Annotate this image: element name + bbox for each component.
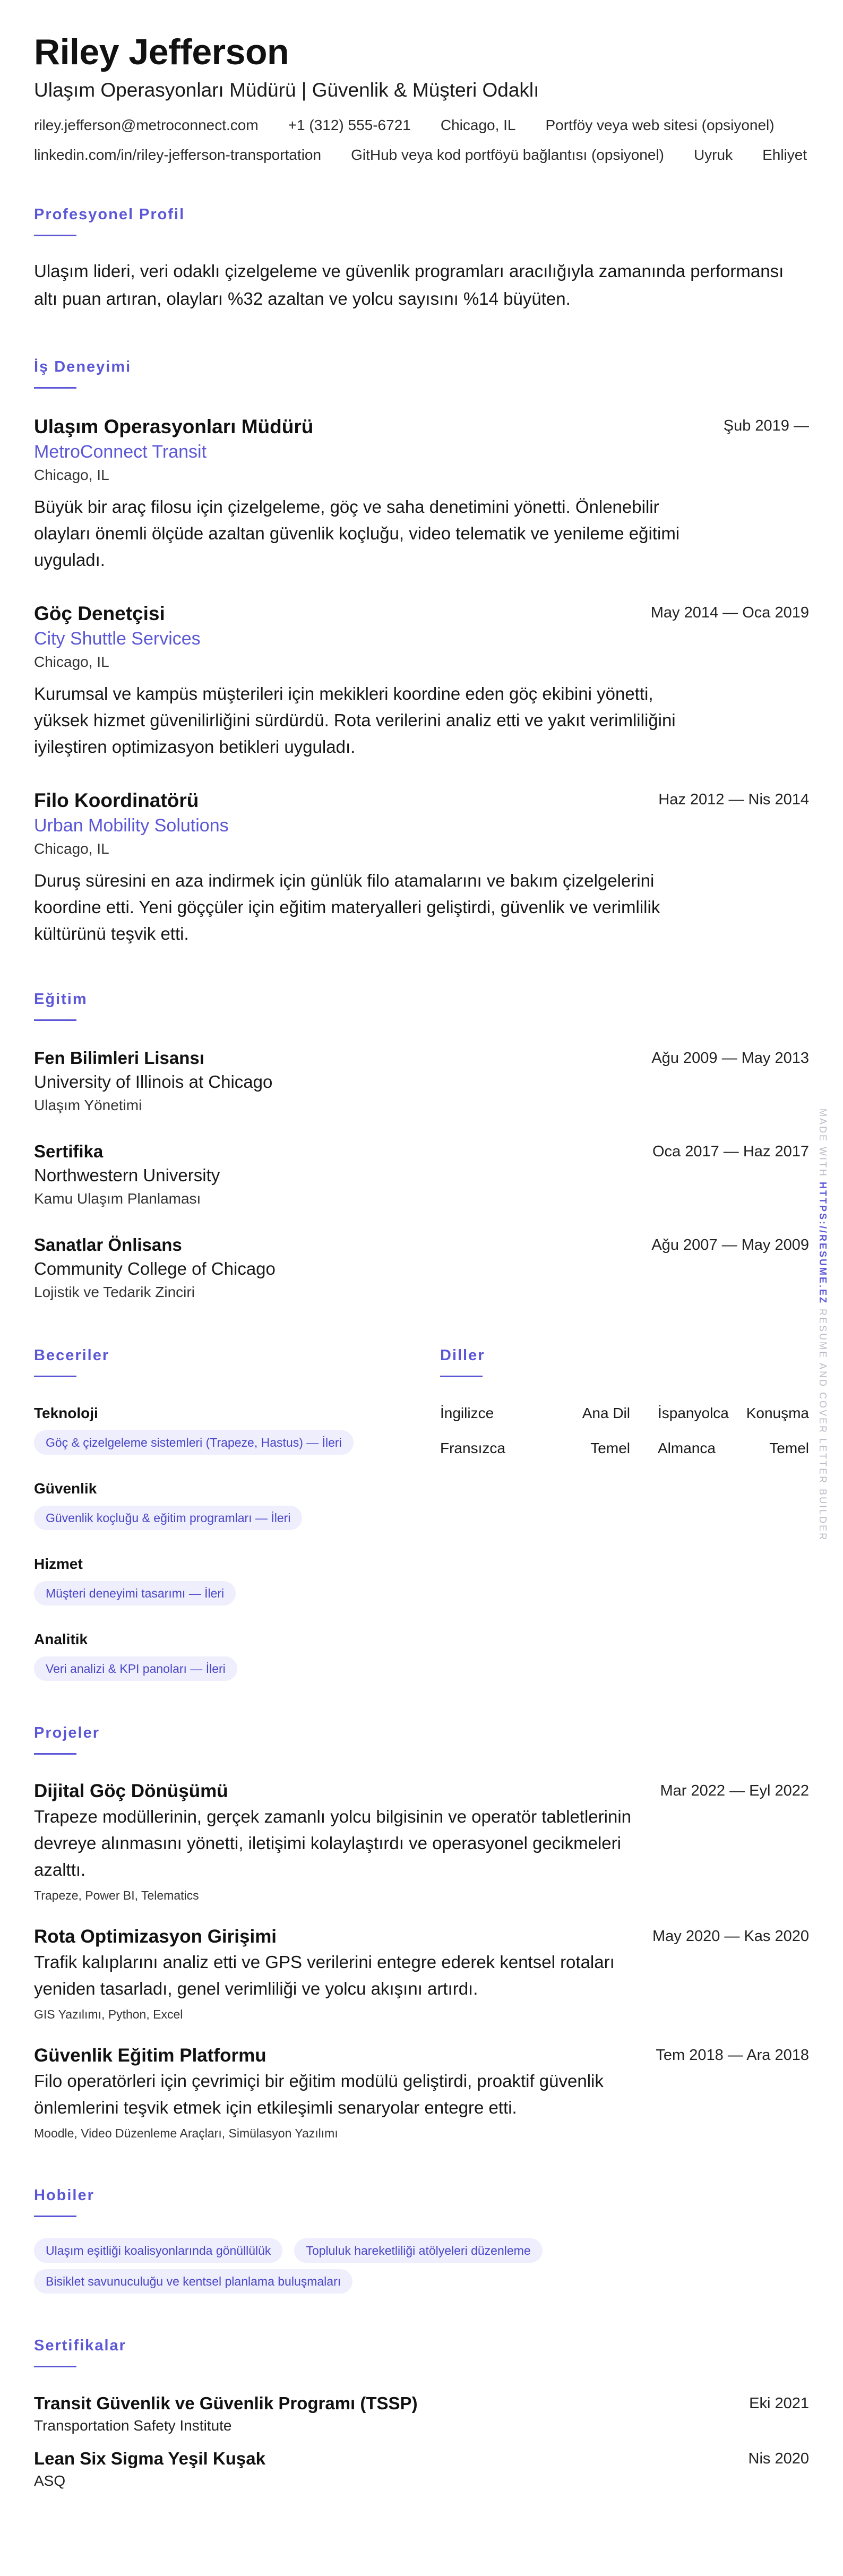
education-institution: Community College of Chicago	[34, 1259, 276, 1278]
project-entry	[34, 2043, 809, 2143]
contact-phone[interactable]: +1 (312) 555-6721	[288, 117, 411, 133]
profile-summary: Ulaşım lideri, veri odaklı çizelgeleme ve güvenlik programları aracılığıyla zamanında performansı altı puan artıran, olayları %32 azaltan ve yolcu sayısını %14 büyüten.	[34, 261, 784, 308]
profile-section	[34, 204, 809, 313]
languages-section	[440, 1345, 809, 1681]
stamp-link[interactable]: HTTPS://RESUME.EZ	[818, 1182, 828, 1305]
project-technologies: GIS Yazılımı, Python, Excel	[34, 2007, 183, 2021]
experience-entry	[34, 414, 809, 573]
project-description: Trafik kalıplarını analiz etti ve GPS verilerini entegre ederek kentsel rotaları yeniden tasarladı, genel verimliliği ve yolcu akışını artırdı.	[34, 1952, 615, 1998]
candidate-name: Riley Jefferson	[34, 32, 289, 72]
entry-date: Ağu 2009 — May 2013	[651, 1050, 809, 1067]
entry-date: May 2014 — Oca 2019	[650, 604, 809, 621]
skill-group-name: Analitik	[34, 1631, 88, 1647]
language-level: Temel	[769, 1440, 809, 1456]
project-title: Güvenlik Eğitim Platformu	[34, 2045, 266, 2066]
language-name: Almanca	[658, 1440, 716, 1456]
contact-portfolio[interactable]: Portföy veya web sitesi (opsiyonel)	[545, 117, 775, 133]
education-degree: Sanatlar Önlisans	[34, 1235, 182, 1255]
education-institution: Northwestern University	[34, 1165, 220, 1185]
skill-group	[34, 1553, 440, 1605]
entry-title: Ulaşım Operasyonları Müdürü	[34, 416, 314, 437]
hobbies-section	[34, 2185, 809, 2294]
entry-location: Chicago, IL	[34, 467, 109, 483]
skills-languages-row	[34, 1345, 809, 1681]
hobby-chip: Ulaşım eşitliği koalisyonlarında gönüllülük	[34, 2238, 282, 2263]
entry-title: Göç Denetçisi	[34, 603, 165, 624]
entry-date: Şub 2019 —	[723, 417, 809, 434]
project-entry	[34, 1925, 809, 2024]
project-technologies: Moodle, Video Düzenleme Araçları, Simülasyon Yazılımı	[34, 2126, 338, 2140]
entry-date: Mar 2022 — Eyl 2022	[660, 1782, 809, 1799]
certification-entry	[34, 2447, 809, 2492]
education-entry	[34, 1233, 809, 1303]
contact-email[interactable]: riley.jefferson@metroconnect.com	[34, 117, 259, 133]
section-title-projects: Projeler	[34, 1724, 100, 1741]
experience-entry	[34, 601, 809, 760]
language-level: Konuşma	[746, 1405, 809, 1421]
education-institution: University of Illinois at Chicago	[34, 1072, 273, 1092]
education-field: Lojistik ve Tedarik Zinciri	[34, 1284, 195, 1300]
section-divider	[34, 235, 76, 236]
entry-date: Oca 2017 — Haz 2017	[652, 1143, 809, 1160]
certification-issuer: ASQ	[34, 2472, 66, 2489]
entry-date: May 2020 — Kas 2020	[652, 1928, 809, 1945]
certification-title: Transit Güvenlik ve Güvenlik Programı (TSSP)	[34, 2393, 418, 2413]
section-divider	[34, 1019, 76, 1021]
entry-date: Tem 2018 — Ara 2018	[656, 2047, 809, 2064]
project-description: Trapeze modüllerinin, gerçek zamanlı yolcu bilgisinin ve operatör tabletlerinin devreye alınmasını yönetti, iletişimi kolaylaştırdı ve operasyonel gecikmeleri azalttı.	[34, 1807, 632, 1879]
certification-title: Lean Six Sigma Yeşil Kuşak	[34, 2449, 265, 2468]
education-section	[34, 989, 809, 1303]
certification-issuer: Transportation Safety Institute	[34, 2417, 232, 2434]
project-description: Filo operatörleri için çevrimiçi bir eğitim modülü geliştirdi, proaktif güvenlik önlemlerini teşvik etmek için etkileşimli senaryolar entegre etti.	[34, 2071, 604, 2117]
skill-chip: Veri analizi & KPI panoları — İleri	[34, 1656, 237, 1681]
section-divider	[34, 387, 76, 389]
contact-list	[34, 115, 809, 166]
project-title: Dijital Göç Dönüşümü	[34, 1781, 228, 1801]
entry-date: Haz 2012 — Nis 2014	[658, 791, 809, 808]
skill-group	[34, 1629, 440, 1681]
entry-organization: City Shuttle Services	[34, 629, 201, 649]
project-technologies: Trapeze, Power BI, Telematics	[34, 1888, 199, 1902]
entry-title: Filo Koordinatörü	[34, 789, 199, 811]
section-divider	[34, 1753, 76, 1755]
entry-date: Ağu 2007 — May 2009	[651, 1237, 809, 1253]
language-name: Fransızca	[440, 1440, 505, 1456]
language-name: İspanyolca	[658, 1405, 729, 1421]
section-divider	[440, 1376, 483, 1377]
skill-chip: Göç & çizelgeleme sistemleri (Trapeze, Hastus) — İleri	[34, 1430, 354, 1455]
contact-location: Chicago, IL	[440, 117, 516, 133]
resume-page	[34, 31, 809, 2492]
entry-description: Duruş süresini en aza indirmek için günlük filo atamalarını ve bakım çizelgelerini koordine etti. Yeni göççüler için eğitim materyalleri geliştirdi, güvenlik ve verimlilik kültürünü teşvik etti.	[34, 871, 660, 943]
candidate-headline: Ulaşım Operasyonları Müdürü | Güvenlik & Müşteri Odaklı	[34, 79, 539, 101]
education-field: Ulaşım Yönetimi	[34, 1097, 142, 1113]
education-degree: Sertifika	[34, 1141, 104, 1161]
hobby-list	[34, 2238, 809, 2294]
section-title-experience: İş Deneyimi	[34, 358, 132, 375]
entry-organization: Urban Mobility Solutions	[34, 815, 229, 836]
section-divider	[34, 2366, 76, 2367]
entry-description: Büyük bir araç filosu için çizelgeleme, göç ve saha denetimini yönetti. Önlenebilir olayları önemli ölçüde azaltan güvenlik koçluğu, video telematik ve yenileme eğitimi uyguladı.	[34, 497, 680, 570]
certification-entry	[34, 2392, 809, 2436]
skill-group-name: Güvenlik	[34, 1480, 97, 1497]
section-title-skills: Beceriler	[34, 1347, 110, 1364]
section-title-hobbies: Hobiler	[34, 2187, 94, 2204]
entry-organization: MetroConnect Transit	[34, 442, 207, 462]
section-title-certifications: Sertifikalar	[34, 2337, 126, 2354]
section-title-education: Eğitim	[34, 991, 88, 1008]
resume-header	[34, 31, 809, 166]
language-name: İngilizce	[440, 1405, 494, 1421]
stamp-prefix: MADE WITH	[818, 1109, 828, 1178]
education-degree: Fen Bilimleri Lisansı	[34, 1048, 204, 1068]
contact-github[interactable]: GitHub veya kod portföyü bağlantısı (opsiyonel)	[351, 147, 664, 163]
skill-group	[34, 1403, 440, 1455]
projects-section	[34, 1722, 809, 2143]
language-level: Temel	[590, 1440, 630, 1456]
section-title-profile: Profesyonel Profil	[34, 206, 185, 223]
entry-date: Eki 2021	[749, 2395, 809, 2412]
contact-license: Ehliyet	[762, 147, 807, 163]
language-level: Ana Dil	[582, 1405, 630, 1421]
experience-entry	[34, 788, 809, 947]
section-divider	[34, 1376, 76, 1377]
education-entry	[34, 1046, 809, 1117]
entry-location: Chicago, IL	[34, 840, 109, 857]
contact-nationality: Uyruk	[693, 147, 733, 163]
education-field: Kamu Ulaşım Planlaması	[34, 1190, 201, 1207]
certifications-section	[34, 2335, 809, 2492]
language-list	[440, 1403, 809, 1459]
entry-date: Nis 2020	[748, 2450, 809, 2467]
hobby-chip: Topluluk hareketliliği atölyeleri düzenleme	[294, 2238, 542, 2263]
skill-chip: Müşteri deneyimi tasarımı — İleri	[34, 1581, 236, 1605]
made-with-stamp	[817, 1109, 828, 1541]
experience-section	[34, 356, 809, 947]
skill-group-name: Teknoloji	[34, 1405, 98, 1421]
skills-section	[34, 1345, 440, 1681]
project-title: Rota Optimizasyon Girişimi	[34, 1926, 277, 1947]
skill-group	[34, 1478, 440, 1530]
skill-group-name: Hizmet	[34, 1556, 83, 1572]
entry-location: Chicago, IL	[34, 654, 109, 670]
contact-linkedin[interactable]: linkedin.com/in/riley-jefferson-transportation	[34, 147, 322, 163]
project-entry	[34, 1779, 809, 1905]
hobby-chip: Bisiklet savunuculuğu ve kentsel planlama buluşmaları	[34, 2269, 352, 2294]
stamp-suffix: RESUME AND COVER LETTER BUILDER	[818, 1309, 828, 1542]
skill-chip: Güvenlik koçluğu & eğitim programları — İleri	[34, 1506, 302, 1530]
entry-description: Kurumsal ve kampüs müşterileri için mekikleri koordine eden göç ekibini yönetti, yüksek hizmet güvenilirliğini sürdürdü. Rota verilerini analiz etti ve yakıt verimliliğini iyileştiren optimizasyon betikleri uyguladı.	[34, 684, 676, 757]
education-entry	[34, 1140, 809, 1210]
section-divider	[34, 2216, 76, 2217]
section-title-languages: Diller	[440, 1347, 485, 1364]
